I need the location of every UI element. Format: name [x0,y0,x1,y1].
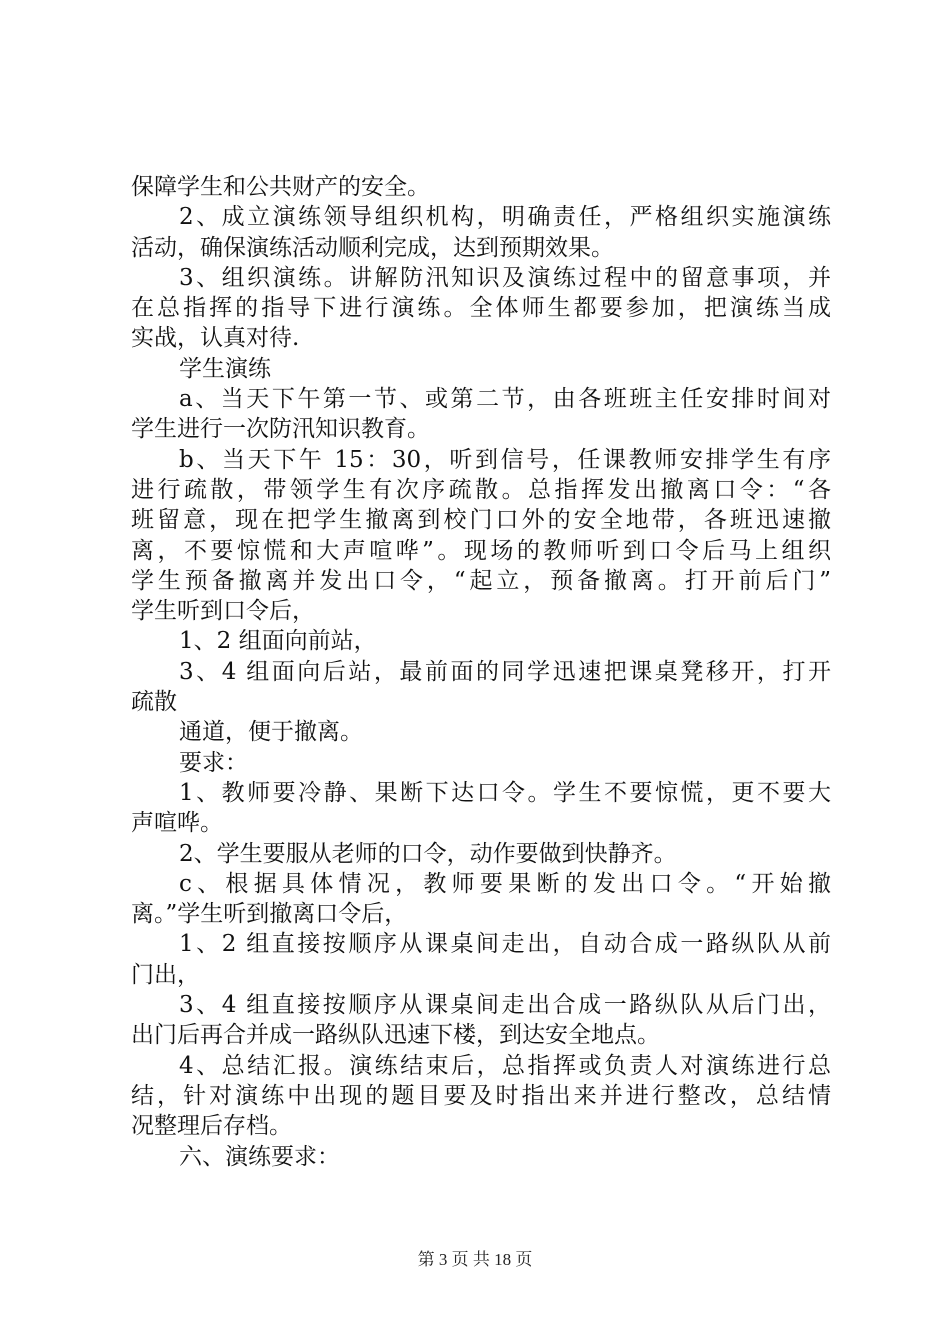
text-line: 门出， [131,961,200,988]
text-line: 2、成立演练领导组织机构，明确责任，严格组织实施演练 [179,204,831,231]
text-line: b、当天下午 15：30，听到信号，任课教师安排学生有序 [179,446,831,473]
page-footer: 第 3 页 共 18 页 [417,1250,533,1269]
text-line: 学生听到口令后， [131,598,315,625]
text-line: c、根据具体情况，教师要果断的发出口令。“开始撤 [179,870,831,897]
text-line: 离，不要惊慌和大声喧哗”。现场的教师听到口令后马上组织 [131,537,831,564]
text-line: 声喧哗。 [131,810,223,837]
text-line: 保障学生和公共财产的安全。 [131,174,430,200]
text-line: 3、组织演练。讲解防汛知识及演练过程中的留意事项，并 [179,264,831,291]
text-line: 4、总结汇报。演练结束后，总指挥或负责人对演练进行总 [179,1052,831,1079]
text-line: 学生进行一次防汛知识教育。 [131,416,430,443]
text-line: 疏散 [131,689,177,716]
text-line: 1、教师要冷静、果断下达口令。学生不要惊慌，更不要大 [179,779,831,806]
text-line: 在总指挥的指导下进行演练。全体师生都要参加，把演练当成 [131,295,831,322]
text-line: 通道，便于撤离。 [179,719,363,746]
text-line: 学生预备撤离并发出口令，“起立，预备撤离。打开前后门” [131,567,831,594]
text-line: 1、2 组直接按顺序从课桌间走出，自动合成一路纵队从前 [179,931,831,958]
text-line: 离。”学生听到撤离口令后， [131,901,408,928]
text-line: 活动，确保演练活动顺利完成，达到预期效果。 [131,234,614,261]
text-line: 况整理后存档。 [131,1113,292,1140]
text-line: 2、学生要服从老师的口令，动作要做到快静齐。 [179,840,677,867]
text-line: 3、4 组直接按顺序从课桌间走出合成一路纵队从后门出， [179,992,831,1019]
text-line: 3、4 组面向后站，最前面的同学迅速把课桌凳移开，打开 [179,658,831,685]
text-line: 结，针对演练中出现的题目要及时指出来并进行整改，总结情 [131,1082,831,1109]
text-line: 出门后再合并成一路纵队迅速下楼，到达安全地点。 [131,1022,660,1049]
text-line: 实战，认真对待. [131,325,300,352]
text-line: 学生演练 [179,355,271,382]
text-line: 进行疏散，带领学生有次序疏散。总指挥发出撤离口令：“各 [131,476,831,503]
text-line: a、当天下午第一节、或第二节，由各班班主任安排时间对 [179,386,831,413]
text-line: 1、2 组面向前站， [179,628,377,655]
text-line: 班留意，现在把学生撤离到校门口外的安全地带，各班迅速撤 [131,507,831,534]
document-body [131,172,831,1172]
text-line: 六、演练要求： [179,1143,340,1170]
text-line: 要求： [179,749,248,776]
